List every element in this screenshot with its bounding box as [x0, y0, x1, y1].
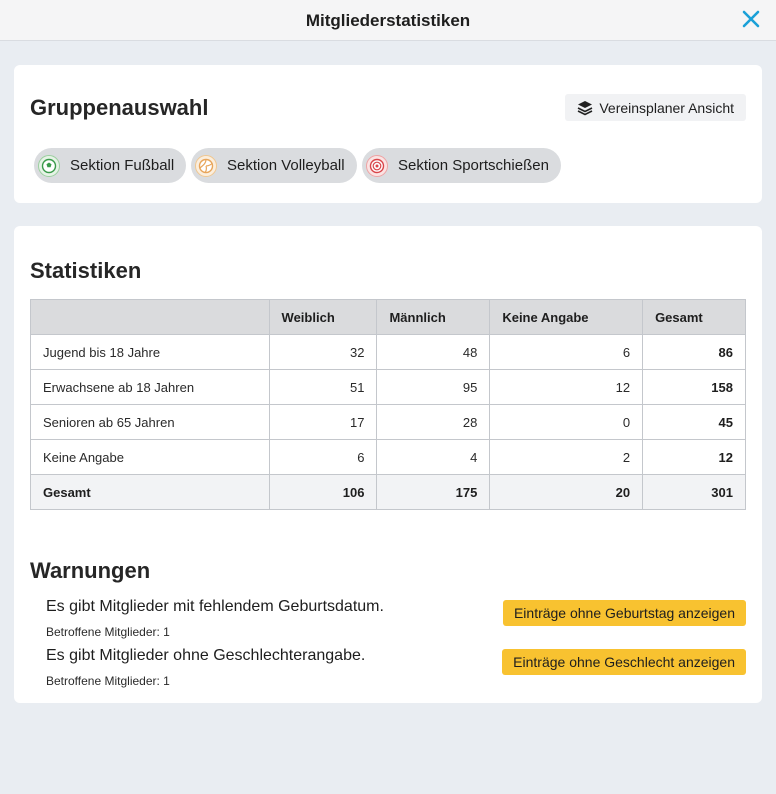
table-row — [31, 370, 746, 405]
cell-female: 32 — [269, 335, 377, 370]
total-overall: 301 — [643, 475, 746, 510]
cell-unspecified: 2 — [490, 440, 643, 475]
row-label: Jugend bis 18 Jahre — [31, 335, 270, 370]
cell-female: 51 — [269, 370, 377, 405]
layers-icon — [577, 100, 593, 116]
close-icon[interactable] — [740, 8, 762, 30]
cell-male: 28 — [377, 405, 490, 440]
row-label: Erwachsene ab 18 Jahren — [31, 370, 270, 405]
cell-total: 45 — [643, 405, 746, 440]
cell-total: 12 — [643, 440, 746, 475]
group-chip-label: Sektion Volleyball — [227, 157, 345, 174]
cell-male: 95 — [377, 370, 490, 405]
table-header-row — [31, 300, 746, 335]
group-chip-volleyball[interactable] — [191, 148, 357, 183]
cell-male: 48 — [377, 335, 490, 370]
table-total-row — [31, 475, 746, 510]
cell-female: 6 — [269, 440, 377, 475]
warning-affected-count: Betroffene Mitglieder: 1 — [46, 674, 170, 688]
dialog-header — [0, 0, 776, 41]
statistics-title: Statistiken — [30, 258, 142, 283]
group-chip-label: Sektion Sportschießen — [398, 157, 549, 174]
row-label: Senioren ab 65 Jahren — [31, 405, 270, 440]
cell-male: 4 — [377, 440, 490, 475]
cell-female: 17 — [269, 405, 377, 440]
column-header — [31, 300, 270, 335]
column-header-total: Gesamt — [643, 300, 746, 335]
dialog-title: Mitgliederstatistiken — [305, 11, 471, 30]
warnings-title: Warnungen — [30, 558, 151, 583]
planner-view-button[interactable] — [565, 94, 746, 121]
group-chip-soccer[interactable] — [34, 148, 186, 183]
show-missing-birthdate-button[interactable]: Einträge ohne Geburtstag anzeigen — [503, 600, 746, 626]
group-chip-label: Sektion Fußball — [70, 157, 175, 174]
group-selection-card — [14, 65, 762, 203]
volleyball-icon — [195, 155, 217, 177]
table-row — [31, 335, 746, 370]
row-label: Keine Angabe — [31, 440, 270, 475]
column-header-female: Weiblich — [269, 300, 377, 335]
total-unspecified: 20 — [490, 475, 643, 510]
column-header-unspecified: Keine Angabe — [490, 300, 643, 335]
cell-unspecified: 0 — [490, 405, 643, 440]
total-male: 175 — [377, 475, 490, 510]
soccer-ball-icon — [38, 155, 60, 177]
table-row — [31, 440, 746, 475]
cell-unspecified: 6 — [490, 335, 643, 370]
column-header-male: Männlich — [377, 300, 490, 335]
group-chip-shooting[interactable] — [362, 148, 561, 183]
show-missing-gender-button[interactable]: Einträge ohne Geschlecht anzeigen — [502, 649, 746, 675]
cell-total: 158 — [643, 370, 746, 405]
group-selection-title: Gruppenauswahl — [30, 95, 209, 120]
table-row — [31, 405, 746, 440]
warning-affected-count: Betroffene Mitglieder: 1 — [46, 625, 170, 639]
statistics-card — [14, 226, 762, 703]
cell-total: 86 — [643, 335, 746, 370]
total-label: Gesamt — [31, 475, 270, 510]
warning-message: Es gibt Mitglieder ohne Geschlechterangabe. — [46, 647, 366, 664]
warning-message: Es gibt Mitglieder mit fehlendem Geburtsdatum. — [46, 598, 384, 615]
target-icon — [366, 155, 388, 177]
cell-unspecified: 12 — [490, 370, 643, 405]
statistics-table — [30, 299, 746, 510]
planner-view-label: Vereinsplaner Ansicht — [599, 99, 734, 116]
total-female: 106 — [269, 475, 377, 510]
